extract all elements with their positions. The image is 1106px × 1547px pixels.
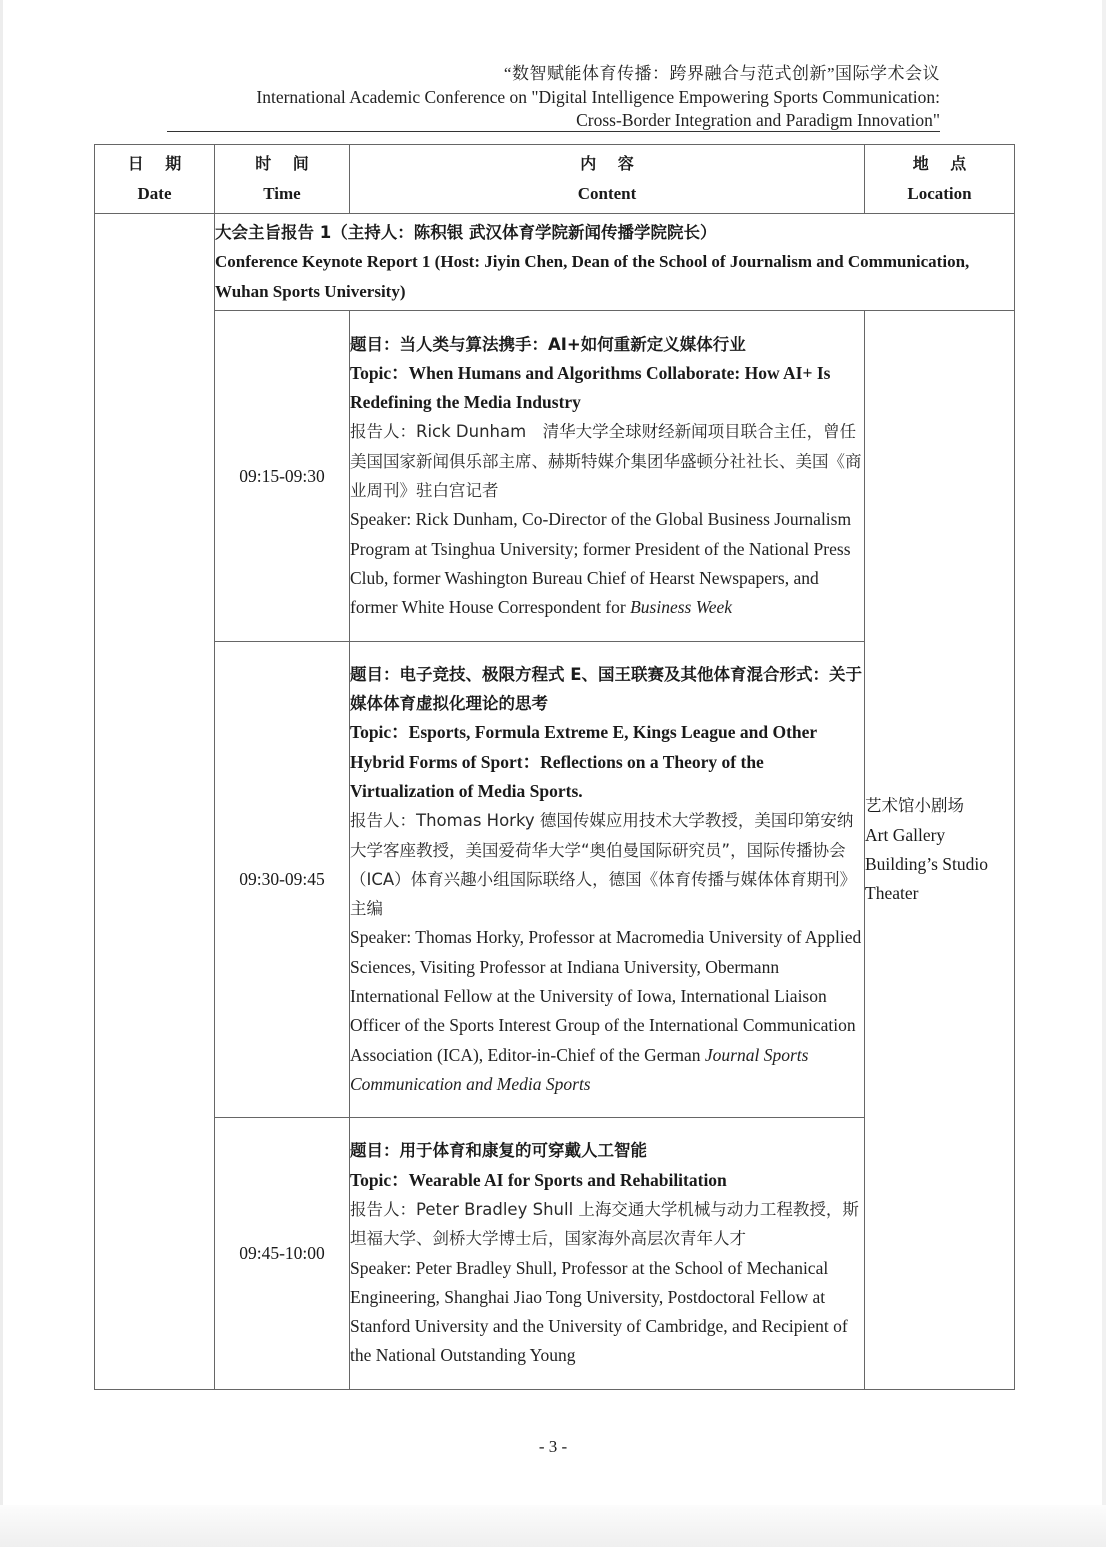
time-cell: 09:30-09:45 (215, 642, 350, 1118)
content-cell (350, 311, 865, 642)
content-cell (350, 1118, 865, 1390)
header-rule (167, 131, 940, 132)
speaker-en: Speaker: Thomas Horky, Professor at Macromedia University of Applied Sciences, Visiting Professor at Indiana University, Obermann International Fellow at the University of Iowa, International Liaison Officer of the Sports Interest Group of the International Communication Association (ICA), Editor-in-Chief of the German Journal Sports Communication and Media Sports (350, 927, 862, 1094)
session-title (215, 214, 1015, 311)
location-cell (865, 311, 1015, 1390)
schedule-table (94, 144, 1015, 1390)
page-edge-right (1102, 0, 1106, 1547)
topic-zh: 题目：电子竞技、极限方程式 E、国王联赛及其他体育混合形式：关于媒体体育虚拟化理论的思考 (350, 664, 863, 714)
location-en-line1: Art Gallery (865, 824, 946, 845)
topic-en: Topic：Wearable AI for Sports and Rehabilitation (350, 1169, 727, 1190)
session-row (95, 214, 1015, 311)
table-header-row (95, 145, 1015, 214)
page-bottom-shadow (0, 1505, 1106, 1547)
column-header-time: 时 间 Time (215, 145, 350, 214)
time-cell: 09:45-10:00 (215, 1118, 350, 1390)
column-header-location: 地 点 Location (865, 145, 1015, 214)
running-header (160, 62, 940, 132)
content-cell (350, 642, 865, 1118)
topic-en: Topic：Esports, Formula Extreme E, Kings League and Other Hybrid Forms of Sport：Reflections on a Theory of the Virtualization of Media Sports. (350, 722, 817, 801)
page-edge-left (0, 0, 3, 1547)
speaker-zh: 报告人：Thomas Horky 德国传媒应用技术大学教授，美国印第安纳大学客座教授，美国爱荷华大学“奥伯曼国际研究员”，国际传播协会（ICA）体育兴趣小组国际联络人，德国《体育传播与媒体体育期刊》主编 (350, 811, 857, 919)
speaker-zh: 报告人：Rick Dunham 清华大学全球财经新闻项目联合主任，曾任美国国家新闻俱乐部主席、赫斯特媒介集团华盛顿分社社长、美国《商业周刊》驻白宫记者 (350, 422, 862, 500)
time-cell: 09:15-09:30 (215, 311, 350, 642)
location-zh: 艺术馆小剧场 (865, 796, 964, 816)
location-en-line3: Theater (865, 883, 919, 904)
speaker-en: Speaker: Peter Bradley Shull, Professor at the School of Mechanical Engineering, Shanghai Jiao Tong University, Postdoctoral Fellow at Stanford University and the University of Cambridge, and Recipient of the National Outstanding Young (350, 1257, 848, 1366)
speaker-zh: 报告人：Peter Bradley Shull 上海交通大学机械与动力工程教授，斯坦福大学、剑桥大学博士后，国家海外高层次青年人才 (350, 1199, 859, 1249)
header-title-zh: “数智赋能体育传播：跨界融合与范式创新”国际学术会议 (503, 64, 940, 83)
column-header-content: 内 容 Content (350, 145, 865, 214)
topic-zh: 题目：用于体育和康复的可穿戴人工智能 (350, 1141, 647, 1161)
table-row (95, 311, 1015, 642)
date-cell (95, 214, 215, 1390)
topic-zh: 题目：当人类与算法携手：AI+如何重新定义媒体行业 (350, 334, 746, 354)
topic-en: Topic：When Humans and Algorithms Collaborate: How AI+ Is Redefining the Media Industry (350, 362, 831, 413)
page-number: - 3 - (538, 1437, 568, 1456)
header-title-en-line1: International Academic Conference on "Digital Intelligence Empowering Sports Communication: (256, 87, 940, 107)
header-title-en-line2: Cross-Border Integration and Paradigm Innovation" (576, 110, 940, 130)
location-en-line2: Building’s Studio (865, 854, 989, 874)
column-header-date: 日 期 Date (95, 145, 215, 214)
session-title-zh: 大会主旨报告 1（主持人：陈积银 武汉体育学院新闻传播学院院长） (215, 222, 717, 242)
speaker-en: Speaker: Rick Dunham, Co-Director of the Global Business Journalism Program at Tsinghua University; former President of the National Press Club, former Washington Bureau Chief of Hearst Newspapers, and former White House Correspondent for Business Week (350, 509, 852, 618)
session-title-en: Conference Keynote Report 1 (Host: Jiyin Chen, Dean of the School of Journalism and Communication, Wuhan Sports University) (215, 252, 970, 301)
